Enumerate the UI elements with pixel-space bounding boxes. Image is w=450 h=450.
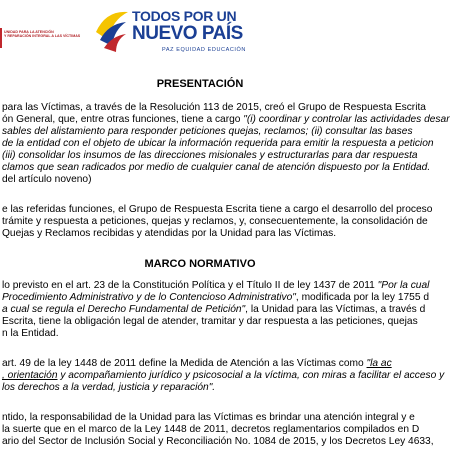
p5-line1: ntido, la responsabilidad de la Unidad para las Víctimas es brindar una atención integral y e xyxy=(2,412,415,423)
heading-presentacion: PRESENTACIÓN xyxy=(156,78,244,90)
p3-line1: lo previsto en el art. 23 de la Constitución Política y el Título II de ley 1437 de 2011 "Por la cual xyxy=(2,280,430,291)
p1-line6: clamos que sean radicados por medio de cualquier canal de atención dispuesto por la Entidad. xyxy=(2,162,431,173)
agency-logo-line2: Y REPARACIÓN INTEGRAL A LAS VÍCTIMAS xyxy=(4,34,81,38)
logo-line1: TODOS POR UN xyxy=(132,8,237,24)
p4-line2: , orientación y acompañamiento jurídico y psicosocial a la víctima, con miras a facilitar el acceso y xyxy=(2,370,445,381)
p4-line1: art. 49 de la ley 1448 de 2011 define la Medida de Atención a las Víctimas como "la ac xyxy=(2,358,392,369)
p1-line1: para las Víctimas, a través de la Resolución 113 de 2015, creó el Grupo de Respuesta Escrita xyxy=(2,102,426,113)
agency-logo-bar xyxy=(0,28,2,48)
p1-line2: ón General, que, entre otras funciones, tiene a cargo "(i) coordinar y controlar las actividades desar xyxy=(2,114,450,125)
p1-line5: (iii) consolidar los insumos de las direcciones misionales y estructurarlas para dar respuesta xyxy=(2,150,418,161)
p2-line2: trámite y respuesta a peticiones, quejas y reclamos, y, consecuentemente, la consolidación de xyxy=(2,216,428,227)
heading-marco-normativo: MARCO NORMATIVO xyxy=(144,258,256,270)
logo-tagline: PAZ EQUIDAD EDUCACIÓN xyxy=(162,47,247,53)
p4-line3: los derechos a la verdad, justicia y reparación". xyxy=(2,382,216,393)
agency-logo-line1: UNIDAD PARA LA ATENCIÓN xyxy=(4,30,54,34)
p1-line7: del artículo noveno) xyxy=(2,174,92,185)
p1-line4: de la entidad con el objeto de ubicar la información requerida para emitir la respuesta a peticion xyxy=(2,138,434,149)
p5-line3: ario del Sector de Inclusión Social y Reconciliación No. 1084 de 2015, y los Decretos Ley 4633, xyxy=(2,436,434,447)
p3-line4: Escrita, tiene la obligación legal de atender, tramitar y dar respuesta a las peticiones, quejas xyxy=(2,316,418,327)
government-logo xyxy=(92,4,247,62)
p3-line5: n la Entidad. xyxy=(2,328,59,339)
p1-line3: sables del alistamiento para responder peticiones quejas, reclamos; (ii) consultar las bases xyxy=(2,126,413,137)
p2-line1: e las referidas funciones, el Grupo de Respuesta Escrita tiene a cargo el desarrollo del proceso xyxy=(2,204,433,215)
p2-line3: Quejas y Reclamos recibidas y atendidas por la Unidad para las Víctimas. xyxy=(2,228,337,239)
p3-line3: a cual se regula el Derecho Fundamental de Petición", la Unidad para las Víctimas, a través d xyxy=(2,304,426,315)
p5-line2: la suerte que en el marco de la Ley 1448 de 2011, decretos reglamentarios compilados en D xyxy=(2,424,420,435)
p3-line2: Procedimiento Administrativo y de lo Contencioso Administrativo", modificada por la ley 1755 d xyxy=(2,292,429,303)
flag-swoosh-icon xyxy=(92,6,132,56)
logo-line2: NUEVO PAÍS xyxy=(132,23,243,44)
